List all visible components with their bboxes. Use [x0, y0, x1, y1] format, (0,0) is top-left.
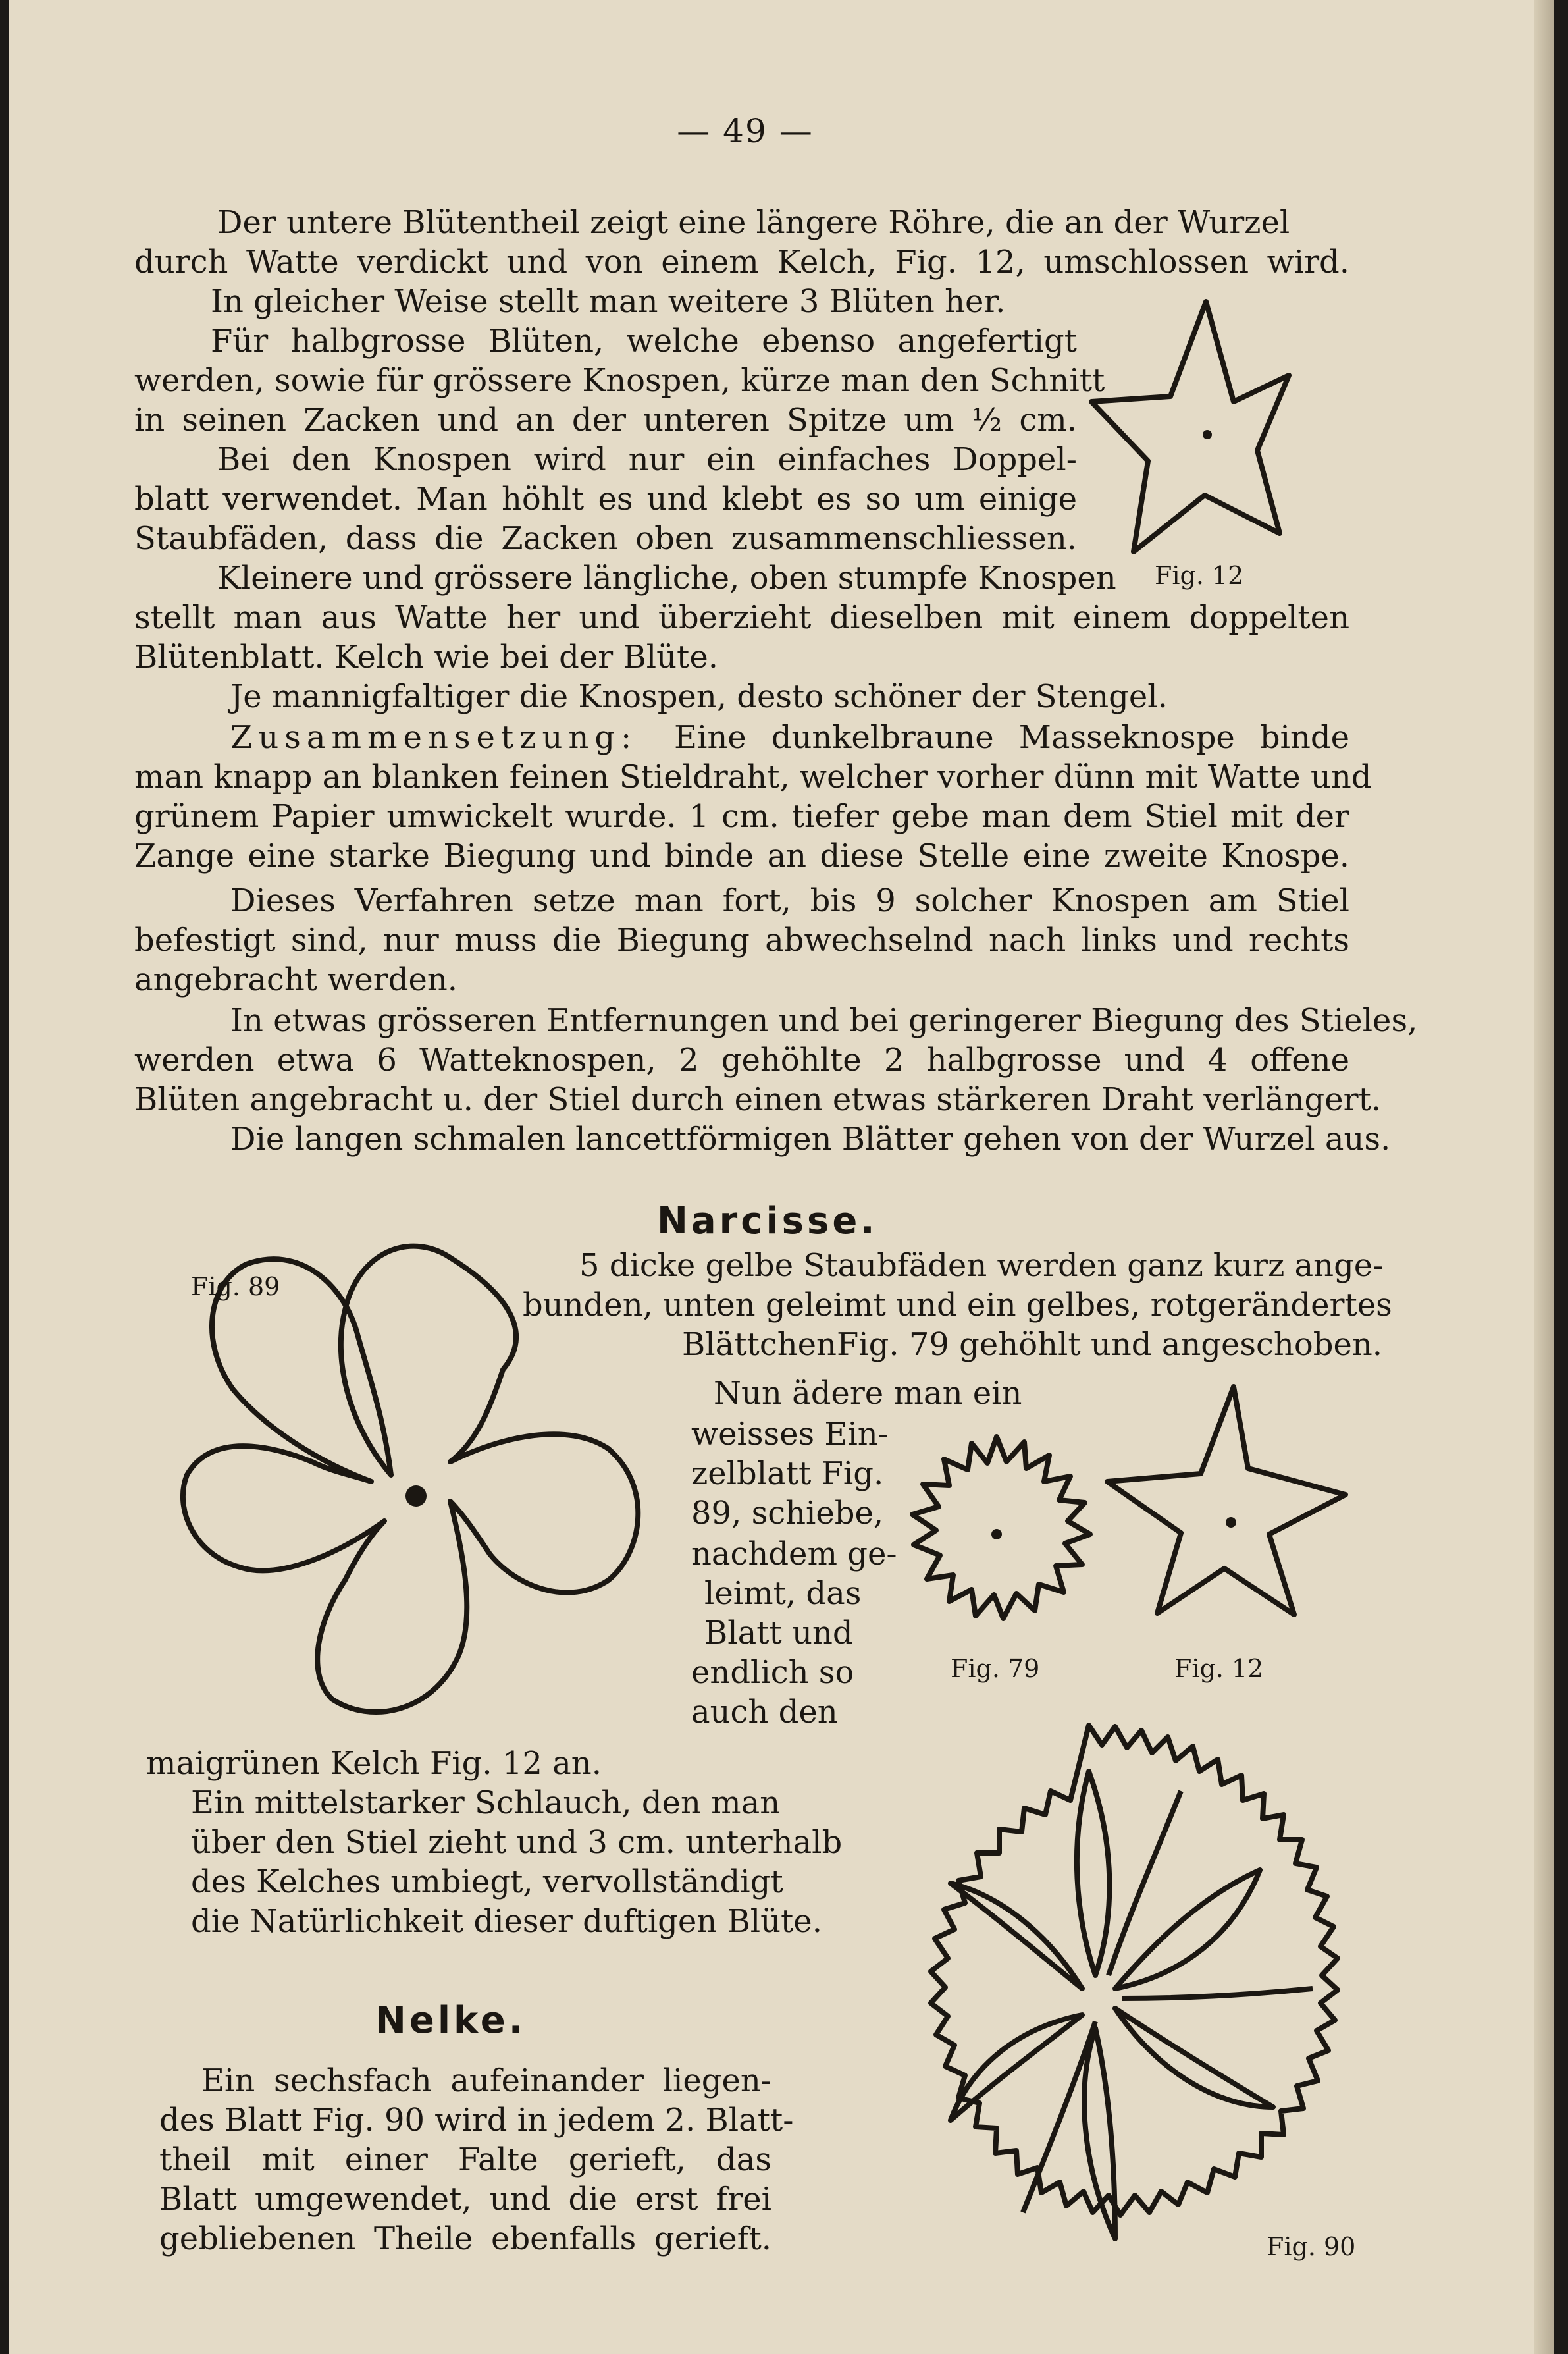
text-line: endlich so: [691, 1654, 854, 1691]
book-page: [9, 0, 1544, 2354]
text-line: theil mit einer Falte gerieft, das: [159, 2141, 771, 2178]
figure-90-carnation: [786, 1699, 1392, 2305]
text-line: Die langen schmalen lancettförmigen Blätter gehen von der Wurzel aus.: [230, 1121, 1391, 1158]
text-line: Ein sechsfach aufeinander liegen-: [201, 2062, 771, 2099]
text-line: blatt verwendet. Man höhlt es und klebt es so um einige: [134, 481, 1077, 518]
text-line: zelblatt Fig.: [691, 1455, 884, 1492]
text-line: maigrünen Kelch Fig. 12 an.: [146, 1745, 602, 1782]
figure-caption-89: Fig. 89: [191, 1272, 280, 1301]
text-line: Dieses Verfahren setze man fort, bis 9 solcher Knospen am Stiel: [230, 882, 1349, 919]
text-line: Für halbgrosse Blüten, welche ebenso angefertigt: [211, 323, 1077, 360]
figure-caption-12-top: Fig. 12: [1155, 561, 1244, 590]
text-line: In etwas grösseren Entfernungen und bei geringerer Biegung des Stieles,: [230, 1002, 1418, 1039]
text-line: Eine dunkelbraune Masseknospe binde: [674, 719, 1349, 756]
text-line: Blatt und: [704, 1615, 853, 1651]
text-line: des Kelches umbiegt, vervollständigt: [191, 1863, 783, 1900]
text-line: über den Stiel zieht und 3 cm. unterhalb: [191, 1824, 843, 1861]
text-line: stellt man aus Watte her und überzieht dieselben mit einem doppelten: [134, 599, 1349, 636]
text-line: Der untere Blütentheil zeigt eine längere Röhre, die an der Wurzel: [217, 204, 1290, 241]
text-line: Staubfäden, dass die Zacken oben zusammenschliessen.: [134, 520, 1077, 557]
text-line: angebracht werden.: [134, 961, 458, 998]
figure-caption-12-bottom: Fig. 12: [1174, 1654, 1264, 1683]
text-line: Blatt umgewendet, und die erst frei: [159, 2181, 771, 2218]
text-line: werden etwa 6 Watteknospen, 2 gehöhlte 2 halbgrosse und 4 offene: [134, 1042, 1349, 1079]
figure-caption-90: Fig. 90: [1267, 2232, 1356, 2261]
section-label: Zusammensetzung:: [230, 719, 638, 756]
figure-12-star-bottom: [1102, 1383, 1352, 1633]
text-line: leimt, das: [704, 1575, 862, 1612]
text-line: auch den: [691, 1694, 838, 1730]
narcisse-heading: Narcisse.: [657, 1200, 878, 1243]
text-line: durch Watte verdickt und von einem Kelch, Fig. 12, umschlossen wird.: [134, 244, 1349, 281]
text-line: Zange eine starke Biegung und binde an diese Stelle eine zweite Knospe.: [134, 838, 1349, 874]
text-line: weisses Ein-: [691, 1416, 889, 1453]
text-line: Blütenblatt. Kelch wie bei der Blüte.: [134, 639, 718, 676]
text-line: 89, schiebe,: [691, 1495, 884, 1532]
text-line: Blüten angebracht u. der Stiel durch einen etwas stärkeren Draht verlängert.: [134, 1081, 1382, 1118]
text-line: nachdem ge-: [691, 1536, 897, 1572]
text-line: bunden, unten geleimt und ein gelbes, rotgerändertes: [523, 1287, 1392, 1324]
text-line: des Blatt Fig. 90 wird in jedem 2. Blatt-: [159, 2102, 794, 2139]
page-edge: [1534, 0, 1554, 2354]
text-line: Je mannigfaltiger die Knospen, desto schöner der Stengel.: [230, 678, 1168, 715]
text-line: In gleicher Weise stellt man weitere 3 Blüten her.: [211, 283, 1006, 320]
nelke-heading: Nelke.: [375, 1999, 527, 2042]
text-line: BlättchenFig. 79 gehöhlt und angeschoben.: [682, 1326, 1383, 1363]
text-line: man knapp an blanken feinen Stieldraht, welcher vorher dünn mit Watte und: [134, 759, 1372, 795]
figure-12-star-top: [1087, 296, 1298, 573]
figure-caption-79: Fig. 79: [951, 1654, 1040, 1683]
text-line: Kleinere und grössere längliche, oben stumpfe Knospen: [217, 560, 1116, 597]
text-line: Bei den Knospen wird nur ein einfaches Doppel-: [217, 441, 1077, 478]
text-line: Nun ädere man ein: [714, 1375, 1022, 1412]
text-line: grünem Papier umwickelt wurde. 1 cm. tiefer gebe man dem Stiel mit der: [134, 798, 1349, 835]
text-line: befestigt sind, nur muss die Biegung abwechselnd nach links und rechts: [134, 922, 1349, 959]
figure-79-serrated-disc: [898, 1429, 1095, 1626]
text-line: in seinen Zacken und an der unteren Spitze um ½ cm.: [134, 402, 1077, 439]
text-line: gebliebenen Theile ebenfalls gerieft.: [159, 2220, 771, 2257]
page-number: — 49 —: [677, 112, 814, 150]
text-line: Ein mittelstarker Schlauch, den man: [191, 1784, 781, 1821]
text-line: die Natürlichkeit dieser duftigen Blüte.: [191, 1903, 822, 1940]
text-line: werden, sowie für grössere Knospen, kürze man den Schnitt: [134, 362, 1105, 399]
text-line: 5 dicke gelbe Staubfäden werden ganz kurz ange-: [579, 1247, 1384, 1284]
